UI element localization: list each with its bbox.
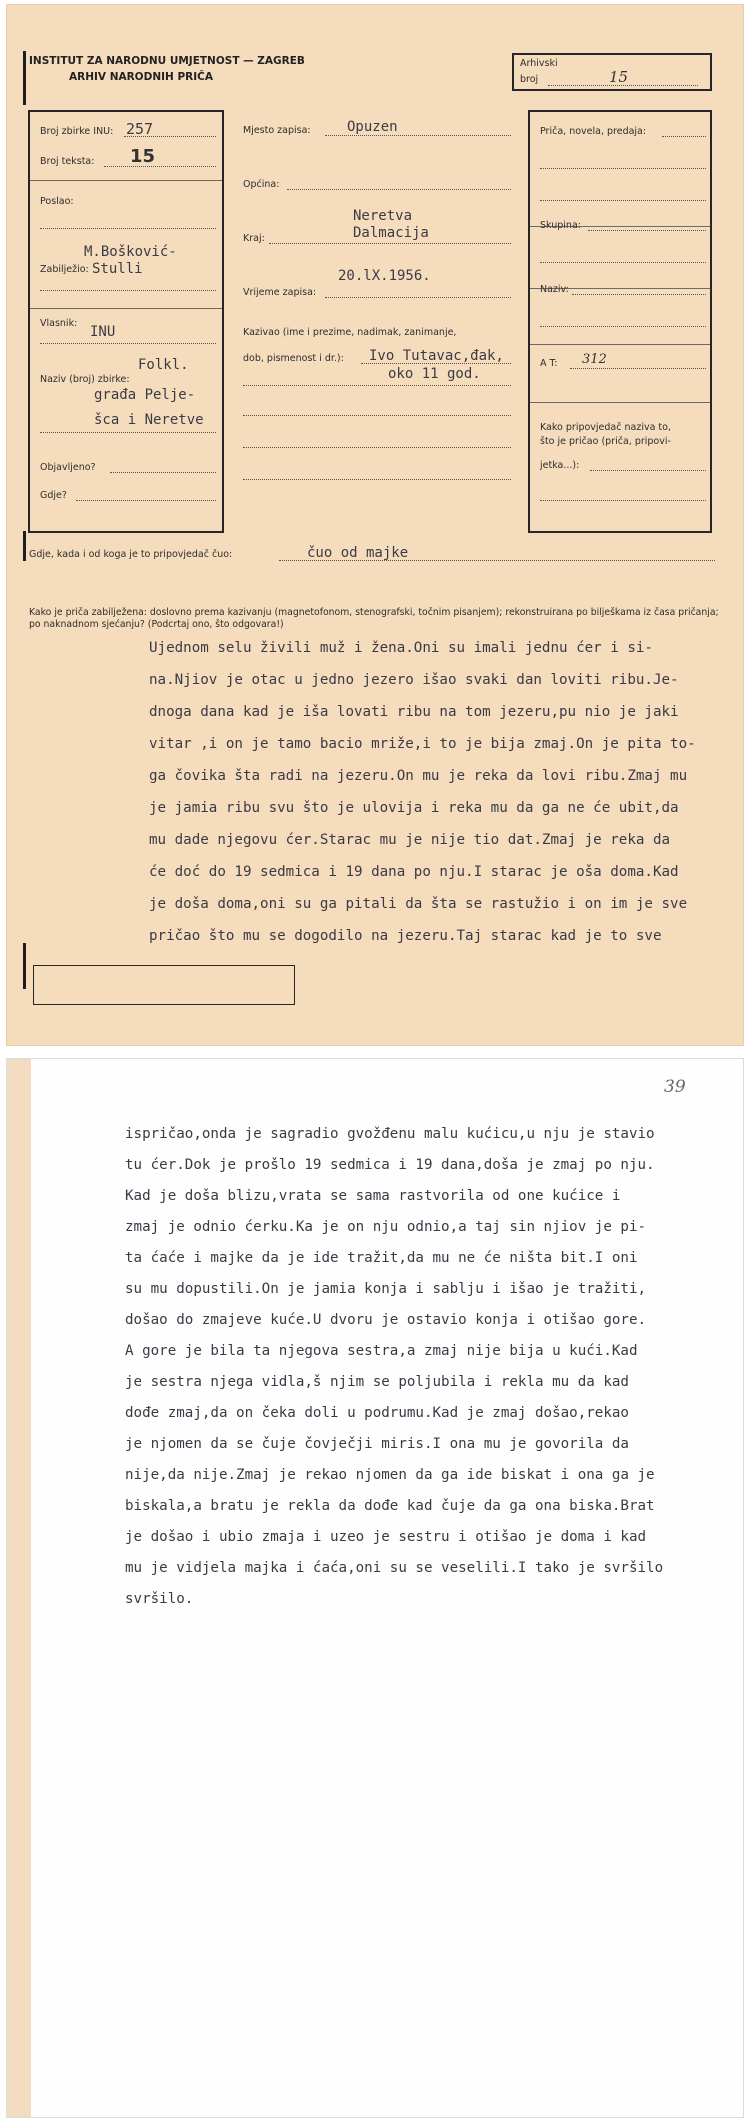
collection-number-label: Broj zbirke INU:: [40, 126, 114, 137]
collection-number-value: 257: [126, 120, 154, 138]
story-line: su mu dopustili.On je jamia konja i sablju i išao je tražiti,: [125, 1281, 647, 1297]
municipality-label: Općina:: [243, 179, 280, 190]
story-type-line-2: [540, 168, 706, 169]
region-value-1: Neretva: [353, 208, 413, 224]
story-type-label: Priča, novela, predaja:: [540, 126, 647, 137]
story-line: ispričao,onda je sagradio gvožđenu malu kućicu,u nju je stavio: [125, 1126, 655, 1142]
recording-method-note: Kako je priča zabilježena: doslovno prema kazivanju (magnetofonom, stenografski, točnim pisanjem); rekonstruirana po bilješkama iz časa pričanja; po naknadnom sjećanju? (Podcrtaj ono, što odgovara!): [29, 607, 719, 630]
collection-name-label: Naziv (broj) zbirke:: [40, 374, 130, 385]
left-margin-mark-mid: [23, 531, 26, 561]
where-line: [76, 500, 216, 501]
group-line: [588, 230, 706, 231]
published-label: Objavljeno?: [40, 462, 96, 473]
story-line: ga čovika šta radi na jezeru.On mu je reka da lovi ribu.Zmaj mu: [149, 768, 688, 784]
story-classification-box: [528, 110, 712, 533]
story-line: Kad je doša blizu,vrata se sama rastvorila od one kućice i: [125, 1188, 621, 1204]
date-line: [325, 297, 511, 298]
narrator-line-2: [243, 385, 511, 386]
narrator-line-3: [243, 415, 511, 416]
story-line: zmaj je odnio ćerku.Ka je on nju odnio,a taj sin njiov je pi-: [125, 1219, 647, 1235]
archive-form-page-1: [6, 4, 744, 1046]
title-line: [572, 294, 706, 295]
story-line: na.Njiov je otac u jedno jezero išao svaki dan loviti ribu.Je-: [149, 672, 679, 688]
story-line: dnoga dana kad je iša lovati ribu na tom jezeru,pu nio je jaki: [149, 704, 679, 720]
archive-number-label: Arhivski: [520, 58, 558, 69]
bottom-empty-box: [33, 965, 295, 1005]
collection-info-box: [28, 110, 224, 533]
place-label: Mjesto zapisa:: [243, 125, 311, 136]
region-value-2: Dalmacija: [353, 225, 429, 241]
region-line: [269, 243, 511, 244]
story-line: je jamia ribu svu što je ulovija i reka mu da ga ne će ubit,da: [149, 800, 679, 816]
group-label: Skupina:: [540, 220, 581, 231]
archive-number-label-2: broj: [520, 74, 539, 85]
narrator-value-1: Ivo Tutavac,đak,: [369, 348, 504, 364]
story-type-line-3: [540, 200, 706, 201]
page-number: 39: [664, 1077, 686, 1097]
narrator-naming-label-1: Kako pripovjedač naziva to,: [540, 422, 671, 433]
narrator-value-2: oko 11 god.: [388, 366, 481, 382]
text-number-label: Broj teksta:: [40, 156, 95, 167]
divider: [30, 308, 222, 309]
recorder-value-1: M.Bošković-: [84, 244, 177, 260]
story-line: A gore je bila ta njegova sestra,a zmaj nije bija u kući.Kad: [125, 1343, 638, 1359]
municipality-line: [287, 189, 511, 190]
narrator-line-5: [243, 479, 511, 480]
owner-line: [40, 343, 216, 344]
divider: [530, 344, 710, 345]
recorder-label: Zabilježio:: [40, 264, 89, 275]
narrator-line: [361, 363, 511, 364]
place-line: [325, 135, 511, 136]
text-number-value: 15: [130, 146, 156, 167]
story-line: biskala,a bratu je rekla da dođe kad čuje da ga ona biska.Brat: [125, 1498, 655, 1514]
narrator-label-1: Kazivao (ime i prezime, nadimak, zanimanje,: [243, 327, 457, 338]
title-line-2: [540, 326, 706, 327]
story-line: Ujednom selu živili muž i žena.Oni su imali jednu ćer i si-: [149, 640, 653, 656]
story-type-line: [662, 136, 706, 137]
published-line: [110, 472, 216, 473]
collection-name-value-1: Folkl.: [138, 357, 189, 373]
archive-name: ARHIV NARODNIH PRIČA: [69, 71, 213, 83]
date-value: 20.lX.1956.: [338, 268, 431, 284]
story-line: došao do zmajeve kuće.U dvoru je ostavio konja i otišao gore.: [125, 1312, 647, 1328]
narrator-naming-label-2: što je pričao (priča, pripovi-: [540, 436, 671, 447]
owner-label: Vlasnik:: [40, 318, 78, 329]
story-line: dođe zmaj,da on čeka doli u podrumu.Kad je zmaj došao,rekao: [125, 1405, 629, 1421]
story-text-page-2: [125, 1119, 725, 1615]
collection-name-line: [40, 432, 216, 433]
divider: [530, 402, 710, 403]
archive-form-page-2: [6, 1058, 744, 2118]
source-label: Gdje, kada i od koga je to pripovjedač čuo:: [29, 549, 233, 560]
left-margin-mark-top: [23, 51, 26, 105]
story-line: mu dade njegovu ćer.Starac mu je nije tio dat.Zmaj je reka da: [149, 832, 671, 848]
sender-label: Poslao:: [40, 196, 74, 207]
narrator-naming-label-3: jetka...):: [540, 460, 580, 471]
region-label: Kraj:: [243, 233, 265, 244]
story-line: ta ćaće i majke da je ide tražit,da mu ne će ništa bit.I oni: [125, 1250, 638, 1266]
narrator-naming-line: [590, 470, 706, 471]
story-line: tu ćer.Dok je prošlo 19 sedmica i 19 dana,doša je zmaj po nju.: [125, 1157, 655, 1173]
title-label: Naziv:: [540, 284, 569, 295]
date-label: Vrijeme zapisa:: [243, 287, 317, 298]
narrator-label-2: dob, pismenost i dr.):: [243, 353, 344, 364]
archive-number-value: 15: [609, 68, 629, 86]
collection-name-value-2: građa Pelje-: [94, 387, 196, 403]
left-margin-mark-bottom: [23, 943, 26, 989]
at-label: A T:: [540, 358, 558, 369]
story-line: je doša doma,oni su ga pitali da šta se rastužio i on im je sve: [149, 896, 688, 912]
divider: [30, 180, 222, 181]
story-text-page-1: [149, 632, 709, 952]
narrator-naming-line-2: [540, 500, 706, 501]
story-line: mu je vidjela majka i ćaća,oni su se veselili.I tako je svršilo: [125, 1560, 664, 1576]
archive-number-box: [512, 53, 712, 91]
narrator-line-4: [243, 447, 511, 448]
source-value: čuo od majke: [307, 545, 409, 561]
at-line: [570, 368, 706, 369]
where-label: Gdje?: [40, 490, 67, 501]
page-edge: [7, 1059, 31, 2117]
story-line: nije,da nije.Zmaj je rekao njomen da ga ide biskat i ona ga je: [125, 1467, 655, 1483]
institute-name: INSTITUT ZA NARODNU UMJETNOST — ZAGREB: [29, 55, 305, 67]
group-line-2: [540, 262, 706, 263]
story-line: svršilo.: [125, 1591, 194, 1607]
owner-value: INU: [90, 324, 116, 340]
story-line: je sestra njega vidla,š njim se poljubila i rekla mu da kad: [125, 1374, 629, 1390]
institute-header: [29, 53, 305, 85]
story-line: će doć do 19 sedmica i 19 dana po nju.I starac je oša doma.Kad: [149, 864, 679, 880]
story-line: je došao i ubio zmaja i uzeo je sestru i otišao je doma i kad: [125, 1529, 647, 1545]
text-number-line: [104, 166, 216, 167]
recorder-value-2: Stulli: [92, 261, 143, 277]
place-value: Opuzen: [347, 119, 398, 135]
collection-name-value-3: šca i Neretve: [94, 412, 204, 428]
at-value: 312: [582, 352, 607, 367]
recorder-line: [40, 290, 216, 291]
sender-line: [40, 228, 216, 229]
story-line: pričao što mu se dogodilo na jezeru.Taj starac kad je to sve: [149, 928, 662, 944]
story-line: je njomen da se čuje čovječji miris.I ona mu je govorila da: [125, 1436, 629, 1452]
story-line: vitar ,i on je tamo bacio mriže,i to je bija zmaj.On je pita to-: [149, 736, 696, 752]
